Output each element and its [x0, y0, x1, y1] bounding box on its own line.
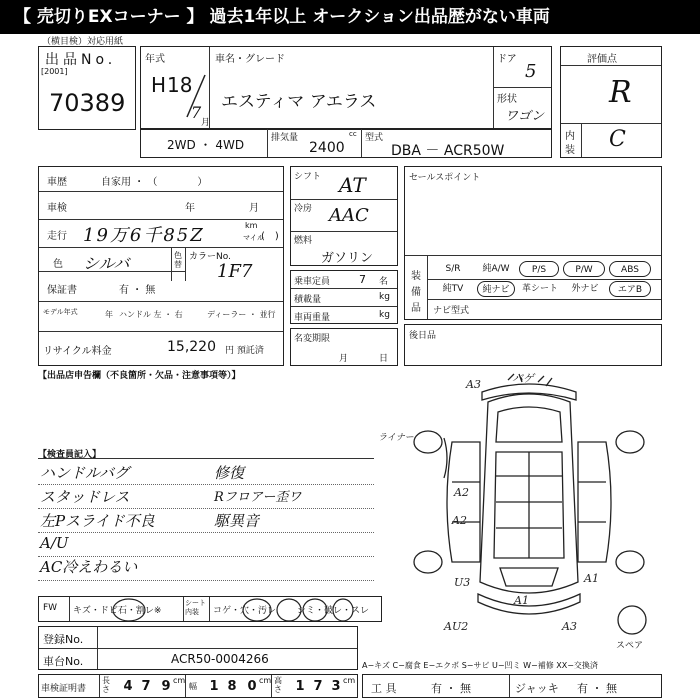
model-value: DBA － ACR50W	[391, 143, 505, 159]
equip-nav-model-label: ナビ型式	[433, 306, 470, 316]
lot-label: 出品No.	[45, 52, 117, 68]
interior-value: C	[609, 127, 626, 152]
equip-nav: 純ナビ	[477, 281, 515, 297]
drive-text: 2WD ・ 4WD	[167, 138, 245, 152]
lot-box	[38, 46, 136, 130]
name-value: エスティマ アエラス	[221, 92, 377, 112]
cert-len-unit: cm	[173, 676, 186, 685]
jack-value: 有 ・ 無	[577, 682, 617, 695]
note-line-7: A/U	[40, 534, 69, 552]
cert-wid-label: 幅	[189, 682, 197, 691]
name-label: 車名・グレード	[215, 54, 285, 65]
cert-len-3: 9	[161, 679, 171, 694]
colorno-label: カラーNo.	[189, 252, 231, 262]
note-line-2: 修復	[214, 464, 245, 482]
car-damage-diagram	[378, 372, 662, 638]
cert-wid-3: 0	[247, 679, 257, 694]
chassis-value: ACR50-0004266	[171, 652, 269, 666]
color-label: 色	[53, 259, 63, 270]
note-line-3: スタッドレス	[40, 488, 130, 506]
color-value: シルバ	[83, 254, 130, 273]
cert-hei-unit: cm	[343, 676, 356, 685]
cert-hei-label: 高さ	[274, 676, 282, 694]
cert-len-2: 7	[141, 679, 151, 694]
cert-len-1: 4	[123, 679, 133, 694]
grade-value: R	[609, 75, 632, 110]
equip-ext-nav: 外ナビ	[571, 284, 599, 294]
load-label: 積載量	[294, 295, 322, 305]
warranty-label: 保証書	[47, 285, 77, 296]
note-line-6: 駆異音	[214, 512, 260, 530]
change-date-box	[290, 328, 398, 366]
capacity-value: 7	[359, 273, 366, 286]
year-label: 年式	[145, 54, 165, 65]
after-date-label: 後日品	[409, 331, 437, 341]
grade-box	[560, 46, 662, 158]
damage-fw: FW	[43, 603, 58, 613]
shift-value: AT	[339, 173, 366, 197]
shift-label: シフト	[294, 172, 322, 182]
history-label: 車歴	[47, 177, 67, 188]
after-date-box	[404, 324, 662, 366]
model-label: 型式	[365, 133, 384, 143]
weight-unit: kg	[379, 310, 390, 320]
equip-leather: 革シート	[521, 284, 558, 294]
equip-sr: S/R	[445, 264, 461, 274]
form-subnote: （横目検）対応用紙	[42, 37, 124, 47]
registration-label: 登録No.	[43, 633, 84, 646]
cert-wid-1: 1	[209, 679, 219, 694]
year-value: 18	[167, 73, 193, 97]
recycle-unit: 円 預託済	[225, 346, 264, 356]
capacity-box	[290, 270, 398, 324]
doors-value: 5	[525, 61, 537, 82]
equip-tv: 純TV	[442, 284, 464, 294]
registration-box	[38, 626, 358, 670]
recycle-label: リサイクル料金	[43, 346, 112, 357]
mechanics-box	[290, 166, 398, 266]
cert-label: 車検証明書	[41, 684, 87, 694]
year-month: 7	[191, 103, 202, 122]
damage-mark-3: ライナー	[378, 433, 414, 443]
equipment-label-3: 品	[411, 303, 421, 314]
vehicle-header-box	[140, 46, 552, 130]
fuel-label: 燃料	[294, 236, 313, 246]
equipment-label-2: 備	[411, 287, 421, 298]
spec-row	[140, 128, 552, 158]
damage-scratch: キズ・ドビ石・割レ※	[73, 606, 162, 616]
displacement-label: 排気量	[271, 133, 299, 143]
fuel-value: ガソリン	[321, 251, 374, 266]
damage-row	[38, 596, 382, 622]
damage-burn: コゲ・穴・汚レ	[213, 606, 277, 616]
cert-len-label: 長さ	[102, 676, 110, 694]
banner-title: 【 売切りEXコーナー 】 過去1年以上 オークション出品歴がない車両	[0, 0, 700, 34]
mileage-mile: マイル	[243, 234, 264, 242]
damage-legend: A−キズ C−腐食 E−エクボ S−サビ U−凹ミ W−補修 XX−交換済	[362, 661, 598, 670]
inspector-label: 【検査員記入】	[38, 450, 102, 460]
spare-label: スペア	[616, 641, 644, 651]
equip-ps: P/S	[519, 261, 559, 277]
load-unit: kg	[379, 292, 390, 302]
damage-mark-9: AU2	[444, 620, 469, 633]
displacement-unit: cc	[349, 130, 357, 138]
history-value: 自家用 ・ （ ）	[101, 177, 208, 188]
note-line-8: AC冷えわるい	[40, 558, 138, 576]
year-month-unit: 月	[201, 118, 211, 128]
inspection-label: 車検	[47, 203, 67, 214]
equip-alloy: 純A/W	[482, 264, 510, 274]
damage-stain: シミ・破レ・スレ	[297, 606, 370, 616]
doors-label: ドア	[497, 54, 517, 65]
mileage-value: 19万6千85Z	[83, 225, 205, 246]
sales-point-box	[404, 166, 662, 320]
sales-point-label: セールスポイント	[409, 173, 481, 183]
jack-label: ジャッキ	[515, 682, 559, 695]
tools-box	[362, 674, 662, 698]
inspection-month-unit: 月	[249, 203, 259, 214]
change-date-day: 日	[379, 354, 389, 364]
mileage-paren: ( )	[261, 231, 279, 242]
ac-value: AAC	[329, 205, 369, 226]
damage-mark-7: A1	[514, 594, 529, 607]
damage-mark-4: A2	[454, 486, 469, 499]
damage-seat: シート内装	[185, 599, 206, 616]
detail-table	[38, 166, 284, 366]
note-line-1: ハンドルバグ	[40, 464, 129, 482]
handle-option: ハンドル 左 ・ 右	[119, 310, 183, 319]
damage-mark-6: U3	[454, 576, 471, 589]
shape-value: ワゴン	[505, 109, 545, 124]
mileage-km: km	[245, 221, 258, 230]
damage-mark-1: A3	[466, 378, 481, 391]
model-year-unit: 年	[105, 310, 113, 319]
year-era: H	[151, 73, 167, 97]
damage-mark-10: A3	[562, 620, 577, 633]
lot-number: 70389	[49, 89, 126, 117]
cert-wid-unit: cm	[259, 676, 272, 685]
note-line-5: 左Pスライド不良	[40, 512, 155, 530]
equip-abs: ABS	[609, 261, 651, 277]
capacity-unit: 名	[379, 277, 389, 287]
mileage-label: 走行	[47, 231, 67, 242]
change-date-label: 名変期限	[294, 334, 331, 344]
cert-wid-2: 8	[227, 679, 237, 694]
recycle-value: 15,220	[167, 339, 216, 355]
change-date-month: 月	[339, 354, 349, 364]
lot-tag: [2001]	[41, 67, 68, 76]
capacity-label: 乗車定員	[294, 277, 331, 287]
chassis-label: 車台No.	[43, 655, 84, 668]
shape-label: 形状	[497, 94, 517, 105]
damage-mark-5: A2	[452, 514, 467, 527]
model-year-label: モデル年式	[43, 308, 78, 316]
damage-mark-8: A1	[584, 572, 599, 585]
dealer-option: ディーラー ・ 並行	[207, 310, 276, 319]
color-change-label: 色替	[174, 251, 182, 269]
equip-airbag: エアB	[609, 281, 651, 297]
equip-pw: P/W	[563, 261, 605, 277]
displacement-value: 2400	[309, 140, 345, 156]
interior-label-1: 内	[565, 131, 575, 142]
tools-label: 工 具	[371, 682, 397, 695]
interior-label-2: 装	[565, 145, 575, 156]
colorno-value: 1F7	[217, 261, 253, 282]
damage-circles	[99, 597, 379, 623]
ac-label: 冷房	[294, 204, 313, 214]
cert-hei-3: 3	[331, 679, 341, 694]
cert-hei-2: 7	[313, 679, 323, 694]
cert-box	[38, 674, 358, 698]
grade-label: 評価点	[587, 54, 617, 65]
cert-hei-1: 1	[295, 679, 305, 694]
note-line-4: Rフロアー歪ワ	[214, 490, 302, 505]
tools-value: 有 ・ 無	[431, 682, 471, 695]
weight-label: 車両重量	[294, 313, 331, 323]
seller-notes-label: 【出品店申告欄（不良箇所・欠品・注意事項等）】	[38, 371, 241, 381]
damage-mark-2: バゲ	[512, 372, 534, 385]
warranty-value: 有 ・ 無	[119, 285, 156, 296]
inspection-year-unit: 年	[185, 203, 195, 214]
equipment-label-1: 装	[411, 271, 421, 282]
